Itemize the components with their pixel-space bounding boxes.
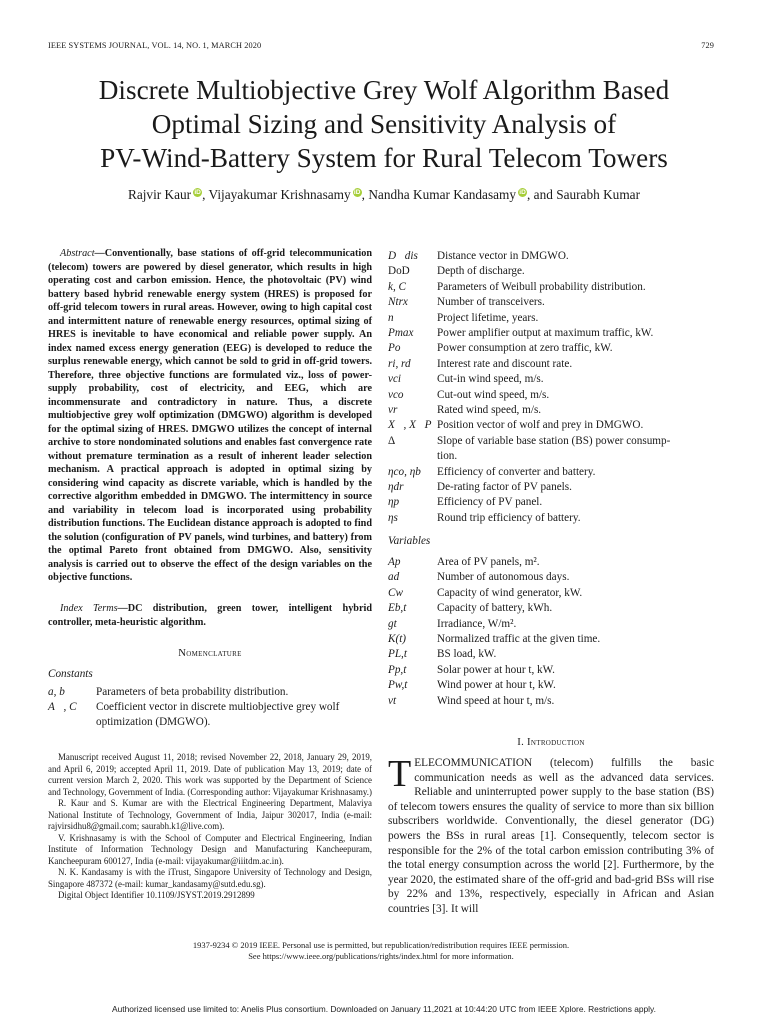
author-name: Rajvir Kaur bbox=[127, 187, 192, 202]
definition-symbol: ad bbox=[388, 571, 400, 584]
author-name: Saurabh Kumar bbox=[556, 187, 641, 202]
definition-symbol: D⃗dis bbox=[388, 250, 418, 262]
footnote: V. Krishnasamy is with the School of Computer and Electrical Engineering, Indian Institute of Information Technology Design and Manufacturing Kancheepuram, Kancheepuram 600127, India (e-mail: vijayakumar@iiitdm.ac.in). bbox=[48, 832, 372, 866]
definition-text: Number of autonomous days. bbox=[437, 571, 570, 584]
footnote: R. Kaur and S. Kumar are with the Electrical Engineering Department, Malaviya National Institute of Technology, Government of India, Jaipur 302017, India (e-mail: rajvirsidhu8@gmail.com; saurabh.k1@live.com). bbox=[48, 798, 372, 831]
introduction-heading-text: I. Introduction bbox=[517, 736, 585, 748]
definition-symbol: Pw,t bbox=[388, 679, 408, 692]
definition-symbol: Cw bbox=[388, 586, 403, 599]
index-terms-text: —DC distribution, green tower, intelligent hybrid controller, meta-heuristic algorithm. bbox=[48, 603, 372, 628]
constants-label: Constants bbox=[48, 668, 93, 680]
definition-text: Efficiency of PV panel. bbox=[437, 496, 543, 509]
title-line: Optimal Sizing and Sensitivity Analysis of bbox=[151, 109, 617, 139]
nomenclature-heading bbox=[48, 647, 372, 659]
constants-list-right bbox=[388, 250, 714, 530]
page-number: 729 bbox=[701, 41, 714, 50]
journal-info: IEEE SYSTEMS JOURNAL, VOL. 14, NO. 1, MARCH 2020 bbox=[48, 41, 262, 50]
introduction-heading bbox=[388, 736, 714, 748]
drop-cap: T bbox=[388, 753, 412, 795]
definition-text: Slope of variable base station (BS) power consump- bbox=[437, 434, 671, 447]
copyright-line: 1937-9234 © 2019 IEEE. Personal use is permitted, but republication/redistribution requires IEEE permission. bbox=[192, 940, 570, 950]
rights-link[interactable]: See https://www.ieee.org/publications/rights/index.html for more information. bbox=[248, 951, 514, 961]
definition-text: Coefficient vector in discrete multiobjective grey wolf bbox=[96, 701, 340, 713]
authorized-use-notice: Authorized licensed use limited to: Anelis Plus consortium. Downloaded on January 11,2021 at 10:44:20 UTC from IEEE Xplore. Restrictions apply. bbox=[112, 1004, 656, 1014]
definition-symbol: DoD bbox=[388, 265, 410, 278]
definition-text: Position vector of wolf and prey in DMGWO. bbox=[437, 419, 644, 432]
definition-text: Normalized traffic at the given time. bbox=[437, 633, 601, 645]
author-name: Vijayakumar Krishnasamy bbox=[208, 187, 351, 202]
definition-symbol: ηs bbox=[388, 511, 398, 524]
author-separator: , bbox=[361, 187, 369, 202]
definition-symbol: K(t) bbox=[388, 633, 407, 645]
index-terms bbox=[48, 602, 372, 629]
definition-symbol: Δ bbox=[388, 434, 396, 447]
definition-text: Capacity of battery, kWh. bbox=[437, 602, 553, 615]
orcid-icon[interactable]: iD bbox=[353, 189, 361, 196]
title-line: Discrete Multiobjective Grey Wolf Algorithm Based bbox=[98, 75, 670, 105]
definition-symbol: gt bbox=[388, 617, 397, 630]
definition-symbol: Pp,t bbox=[388, 663, 407, 676]
definition-text: Irradiance, W/m². bbox=[437, 617, 517, 630]
definition-text: Round trip efficiency of battery. bbox=[437, 511, 581, 524]
constants-list-left bbox=[48, 686, 372, 736]
introduction-body bbox=[388, 753, 714, 915]
title-line: PV-Wind-Battery System for Rural Telecom Towers bbox=[100, 143, 668, 173]
definition-symbol: Ap bbox=[388, 556, 401, 568]
definition-symbol: ηp bbox=[388, 496, 400, 509]
definition-text: Number of transceivers. bbox=[437, 296, 545, 309]
definition-text: Efficiency of converter and battery. bbox=[437, 465, 596, 478]
definition-symbol: k, C bbox=[388, 280, 407, 293]
definition-text: optimization (DMGWO). bbox=[96, 716, 211, 728]
definition-symbol: Po bbox=[388, 342, 401, 355]
definition-text: Power consumption at zero traffic, kW. bbox=[437, 342, 613, 355]
definition-symbol: A⃗, C⃗ bbox=[48, 701, 86, 713]
definition-text: Interest rate and discount rate. bbox=[437, 357, 573, 370]
copyright-notice bbox=[48, 940, 714, 962]
definition-text: Depth of discharge. bbox=[437, 265, 525, 278]
abstract-text: —Conventionally, base stations of off-grid telecommunication (telecom) towers are powered by diesel generator, which results in high operating cost and carbon emission. Hence, the photovoltaic (PV) wind battery based hybrid renewable energy system (HRES) is proposed for off-grid telecom towers in rural areas. However, owing to high capital cost and intermittent nature of renewable energy resources, optimal sizing of HRES is inevitable to have economical and reliable power supply. An index named excess energy generation (EEG) is developed to reduce the surplus renewable energy, which cannot be sold to grid in off-grid towers. Therefore, three objective functions are formulated viz., loss of power-supply probability, cost of electricity, and EEG, which are incommensurate and contradictory in nature. Thus, a discrete multiobjective grey wolf optimization (DMGWO) algorithm is developed for the optimal sizing of HRES. DMGWO utilizes the concept of internal archive to store nondominated solutions and enables fast convergence rate without premature termination as a result of inherent leader selection mechanism. A practical approach is adopted in optimal sizing by considering wind capacity as discrete variable, which is handled by the corrective algorithm embedded in DMGWO. The intermittency in source and variability in telecom load is incorporated using probability distribution functions. The Euclidean distance approach is adopted to find the solution (configuration of PV panels, wind turbines, and battery) from the optimal Pareto front obtained from DMGWO. Also, sensitivity analysis is carried out to observe the effect of the design variables on the objective functions. bbox=[48, 248, 372, 583]
definition-text: Solar power at hour t, kW. bbox=[437, 663, 555, 676]
definition-symbol: n bbox=[388, 311, 394, 324]
definition-symbol: a, b bbox=[48, 686, 65, 698]
definition-symbol: Eb,t bbox=[388, 602, 407, 615]
definition-symbol: Pmax bbox=[388, 327, 414, 339]
definition-text: Project lifetime, years. bbox=[437, 311, 539, 324]
definition-text: Parameters of Weibull probability distribution. bbox=[437, 280, 646, 293]
definition-symbol: ηdr bbox=[388, 481, 404, 493]
footnote: Manuscript received August 11, 2018; revised November 22, 2018, January 29, 2019, and April 6, 2019; accepted April 11, 2019. Date of publication May 13, 2019; date of current version March 2, 2020. This work was supported by the Department of Science and Technology, Government of India. (Corresponding author: Vijayakumar Krishnasamy.) bbox=[48, 752, 372, 797]
author-separator: , and bbox=[527, 187, 557, 202]
definition-text: Parameters of beta probability distribution. bbox=[96, 686, 289, 698]
footnote: N. K. Kandasamy is with the iTrust, Singapore University of Technology and Design, Singapore 487372 (e-mail: kumar_kandasamy@sutd.edu.sg). bbox=[48, 867, 372, 889]
definition-symbol: Ntrx bbox=[388, 296, 408, 309]
definition-symbol: PL,t bbox=[388, 648, 407, 661]
footnotes bbox=[48, 752, 372, 902]
definition-symbol: X⃗, X⃗P bbox=[388, 419, 432, 432]
definition-symbol: vci bbox=[388, 373, 402, 386]
definition-text: Capacity of wind generator, kW. bbox=[437, 586, 583, 599]
variables-list bbox=[388, 556, 714, 712]
definition-text: tion. bbox=[437, 450, 458, 463]
paper-title bbox=[30, 73, 738, 175]
definition-text: Area of PV panels, m². bbox=[437, 556, 540, 568]
variables-label: Variables bbox=[388, 535, 431, 547]
definition-text: Cut-in wind speed, m/s. bbox=[437, 373, 544, 386]
definition-symbol: vr bbox=[388, 404, 398, 416]
definition-text: De-rating factor of PV panels. bbox=[437, 481, 572, 493]
definition-symbol: ri, rd bbox=[388, 357, 411, 370]
introduction-text: ELECOMMUNICATION (telecom) fulfills the basic communication needs as well as the advanced data services. Reliable and uninterrupted power supply to the base station (BS) of telecom towers ensures the quality of service to more than six billion subscribers worldwide. Conventionally, the diesel generator (DG) powers the BSs in rural areas [1]. Consequently, telecom sector is responsible for the 2% of the total carbon emission contributing 3% of the total energy consumption across the world [2]. Furthermore, by the year 2020, the estimated share of the off-grid and bad-grid BSs will rise by 22% and 13%, respectively, especially in African and Asian countries [3]. It will bbox=[388, 757, 714, 915]
abstract-label: Abstract bbox=[60, 248, 95, 259]
nomenclature-heading-text: Nomenclature bbox=[178, 647, 242, 659]
index-terms-label: Index Terms bbox=[60, 603, 118, 614]
definition-text: BS load, kW. bbox=[437, 648, 497, 661]
definition-text: Power amplifier output at maximum traffic, kW. bbox=[437, 327, 654, 339]
definition-text: Wind speed at hour t, m/s. bbox=[437, 694, 555, 707]
definition-text: Cut-out wind speed, m/s. bbox=[437, 388, 550, 401]
definition-symbol: vt bbox=[388, 694, 397, 707]
author-name: Nandha Kumar Kandasamy bbox=[368, 187, 517, 202]
definition-text: Distance vector in DMGWO. bbox=[437, 250, 569, 262]
orcid-icon[interactable]: iD bbox=[519, 189, 526, 196]
definition-text: Rated wind speed, m/s. bbox=[437, 404, 542, 416]
definition-symbol: ηco, ηb bbox=[388, 465, 421, 478]
definition-text: Wind power at hour t, kW. bbox=[437, 679, 556, 692]
author-separator: , bbox=[202, 187, 209, 202]
orcid-icon[interactable]: iD bbox=[194, 189, 201, 196]
doi[interactable]: Digital Object Identifier 10.1109/JSYST.2019.2912899 bbox=[58, 890, 255, 900]
definition-symbol: vco bbox=[388, 388, 404, 401]
author-list bbox=[30, 187, 738, 203]
abstract bbox=[48, 247, 372, 599]
running-head bbox=[48, 41, 714, 50]
